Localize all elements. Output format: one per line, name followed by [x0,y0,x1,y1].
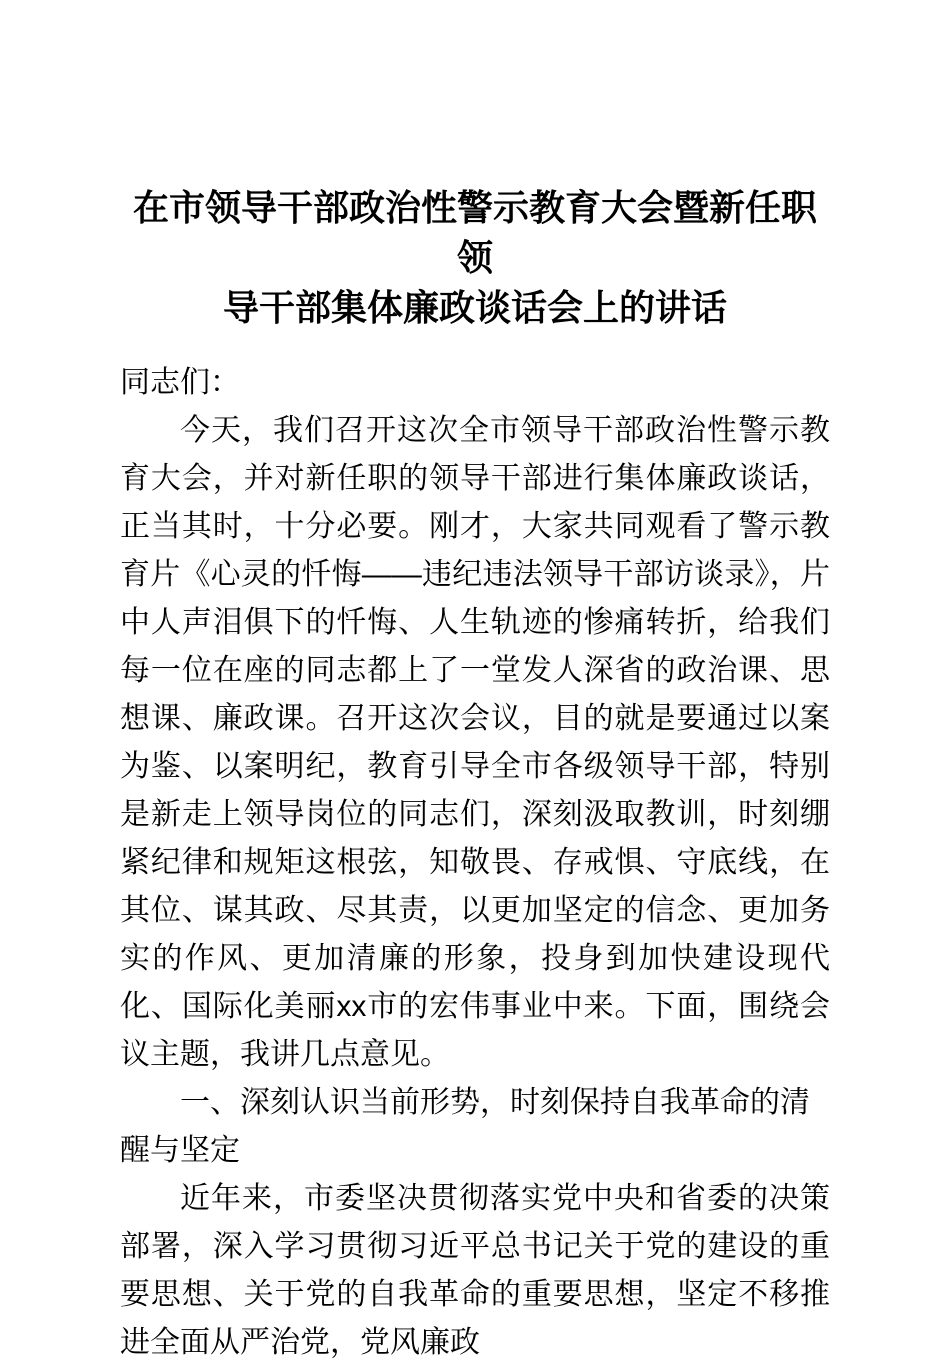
section-heading: 一、深刻认识当前形势，时刻保持自我革命的清醒与坚定 [120,1086,810,1167]
page-title-line-2: 导干部集体廉政谈话会上的讲话 [222,287,727,328]
body-paragraph: 今天，我们召开这次全市领导干部政治性警示教育大会，并对新任职的领导干部进行集体廉政谈话，正当其时，十分必要。刚才，大家共同观看了警示教育片《心灵的忏悔——违纪违法领导干部访谈录》，片中人声泪俱下的忏悔、人生轨迹的惨痛转折，给我们每一位在座的同志都上了一堂发人深省的政治课、思想课、廉政课。召开这次会议，目的就是要通过以案为鉴、以案明纪，教育引导全市各级领导干部，特别是新走上领导岗位的同志们，深刻汲取教训，时刻绷紧纪律和规矩这根弦，知敬畏、存戒惧、守底线，在其位、谋其政、尽其责，以更加坚定的信念、更加务实的作风、更加清廉的形象，投身到加快建设现代化、国际化美丽xx市的宏伟事业中来。下面，围绕会议主题，我讲几点意见。 [120,414,830,1071]
salutation: 同志们： [120,366,240,399]
page-title-line-1: 在市领导干部政治性警示教育大会暨新任职领 [132,187,817,278]
section-body-paragraph: 近年来，市委坚决贯彻落实党中央和省委的决策部署，深入学习贯彻习近平总书记关于党的建设的重要思想、关于党的自我革命的重要思想，坚定不移推进全面从严治党，党风廉政 [120,1182,830,1359]
page-title [120,183,830,333]
